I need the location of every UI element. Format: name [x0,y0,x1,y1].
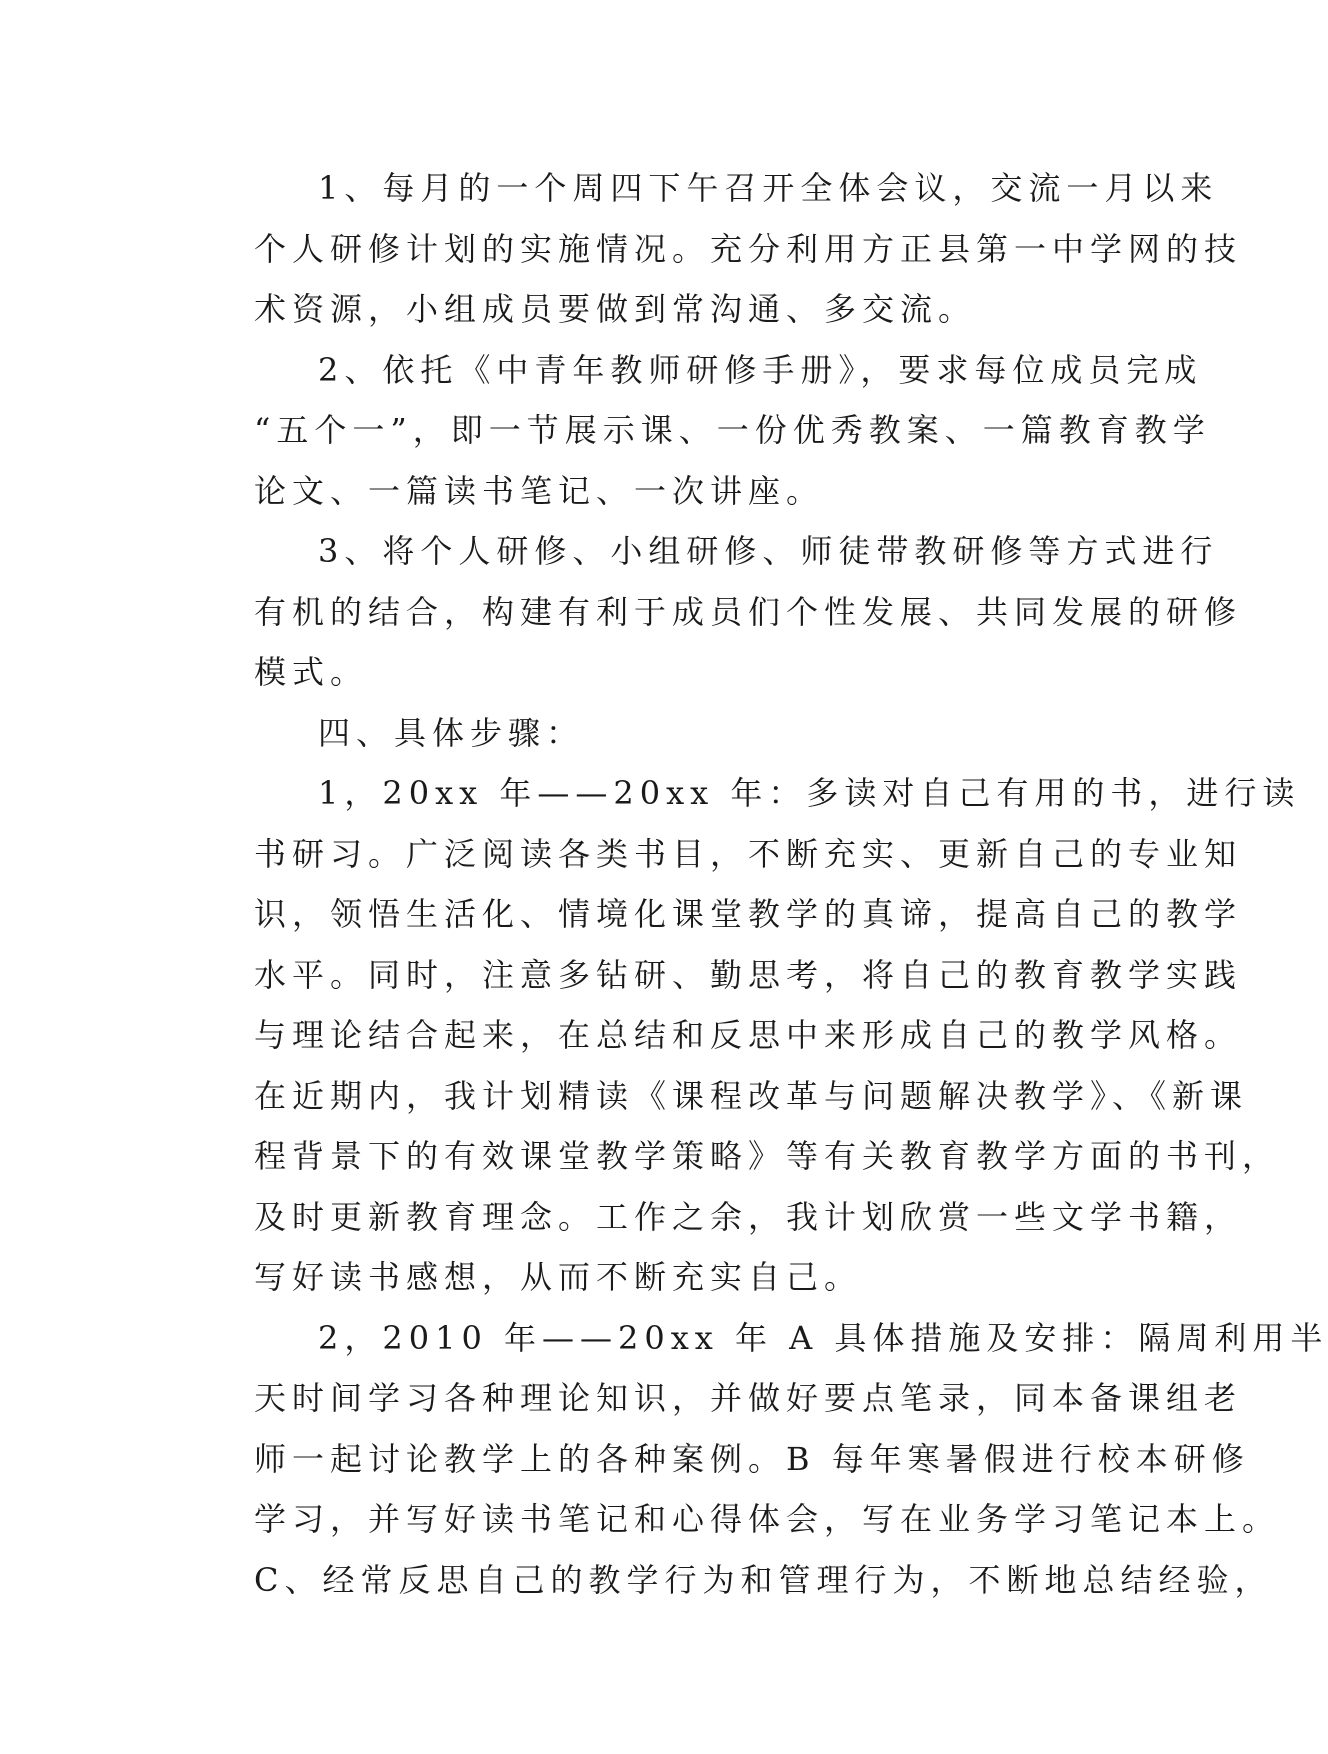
text-line: 与理论结合起来，在总结和反思中来形成自己的教学风格。 [254,1016,1243,1054]
text-line: 及时更新教育理念。工作之余，我计划欣赏一些文学书籍， [254,1197,1243,1236]
text-line: 2、依托《中青年教师研修手册》，要求每位成员完成 [318,350,1203,389]
text-line: “五个一”，即一节展示课、一份优秀教案、一篇教育教学 [254,411,1211,449]
text-line: 术资源，小组成员要做到常沟通、多交流。 [254,290,977,328]
text-line: 2，2010 年——20xx 年 A 具体措施及安排：隔周利用半 [318,1318,1328,1357]
text-line: 程背景下的有效课堂教学策略》等有关教育教学方面的书刊， [254,1137,1281,1175]
paragraph-combination [190,521,1243,703]
text-line: 个人研修计划的实施情况。充分利用方正县第一中学网的技 [254,229,1243,268]
text-line: 水平。同时，注意多钻研、勤思考，将自己的教育教学实践 [254,955,1243,994]
section-heading: 四、具体步骤： [318,713,585,752]
paragraph-step-1 [190,763,1301,1308]
text-line: 有机的结合，构建有利于成员们个性发展、共同发展的研修 [254,592,1243,631]
text-line: 模式。 [254,653,369,691]
text-line: 论文、一篇读书笔记、一次讲座。 [254,471,825,510]
paragraph-handbook [190,340,1211,522]
text-line: 3、将个人研修、小组研修、师徒带教研修等方式进行 [318,532,1219,570]
body-text [190,158,1328,1610]
text-line: C、经常反思自己的教学行为和管理行为，不断地总结经验， [254,1560,1273,1599]
text-line: 1、每月的一个周四下午召开全体会议，交流一月以来 [318,169,1219,207]
text-line: 在近期内，我计划精读《课程改革与问题解决教学》、《新课 [254,1076,1249,1115]
paragraph-meeting [190,158,1243,340]
text-line: 写好读书感想，从而不断充实自己。 [254,1258,863,1296]
text-line: 识，领悟生活化、情境化课堂教学的真谛，提高自己的教学 [254,895,1243,933]
text-line: 1，20xx 年——20xx 年：多读对自己有用的书，进行读 [318,774,1301,812]
text-line: 天时间学习各种理论知识，并做好要点笔录，同本备课组老 [254,1379,1243,1417]
paragraph-step-2 [190,1308,1328,1611]
text-line: 师一起讨论教学上的各种案例。B 每年寒暑假进行校本研修 [254,1439,1250,1478]
text-line: 书研习。广泛阅读各类书目，不断充实、更新自己的专业知 [254,834,1243,873]
section-heading-steps [190,703,1070,764]
text-line: 学习，并写好读书笔记和心得体会，写在业务学习笔记本上。 [254,1500,1281,1538]
